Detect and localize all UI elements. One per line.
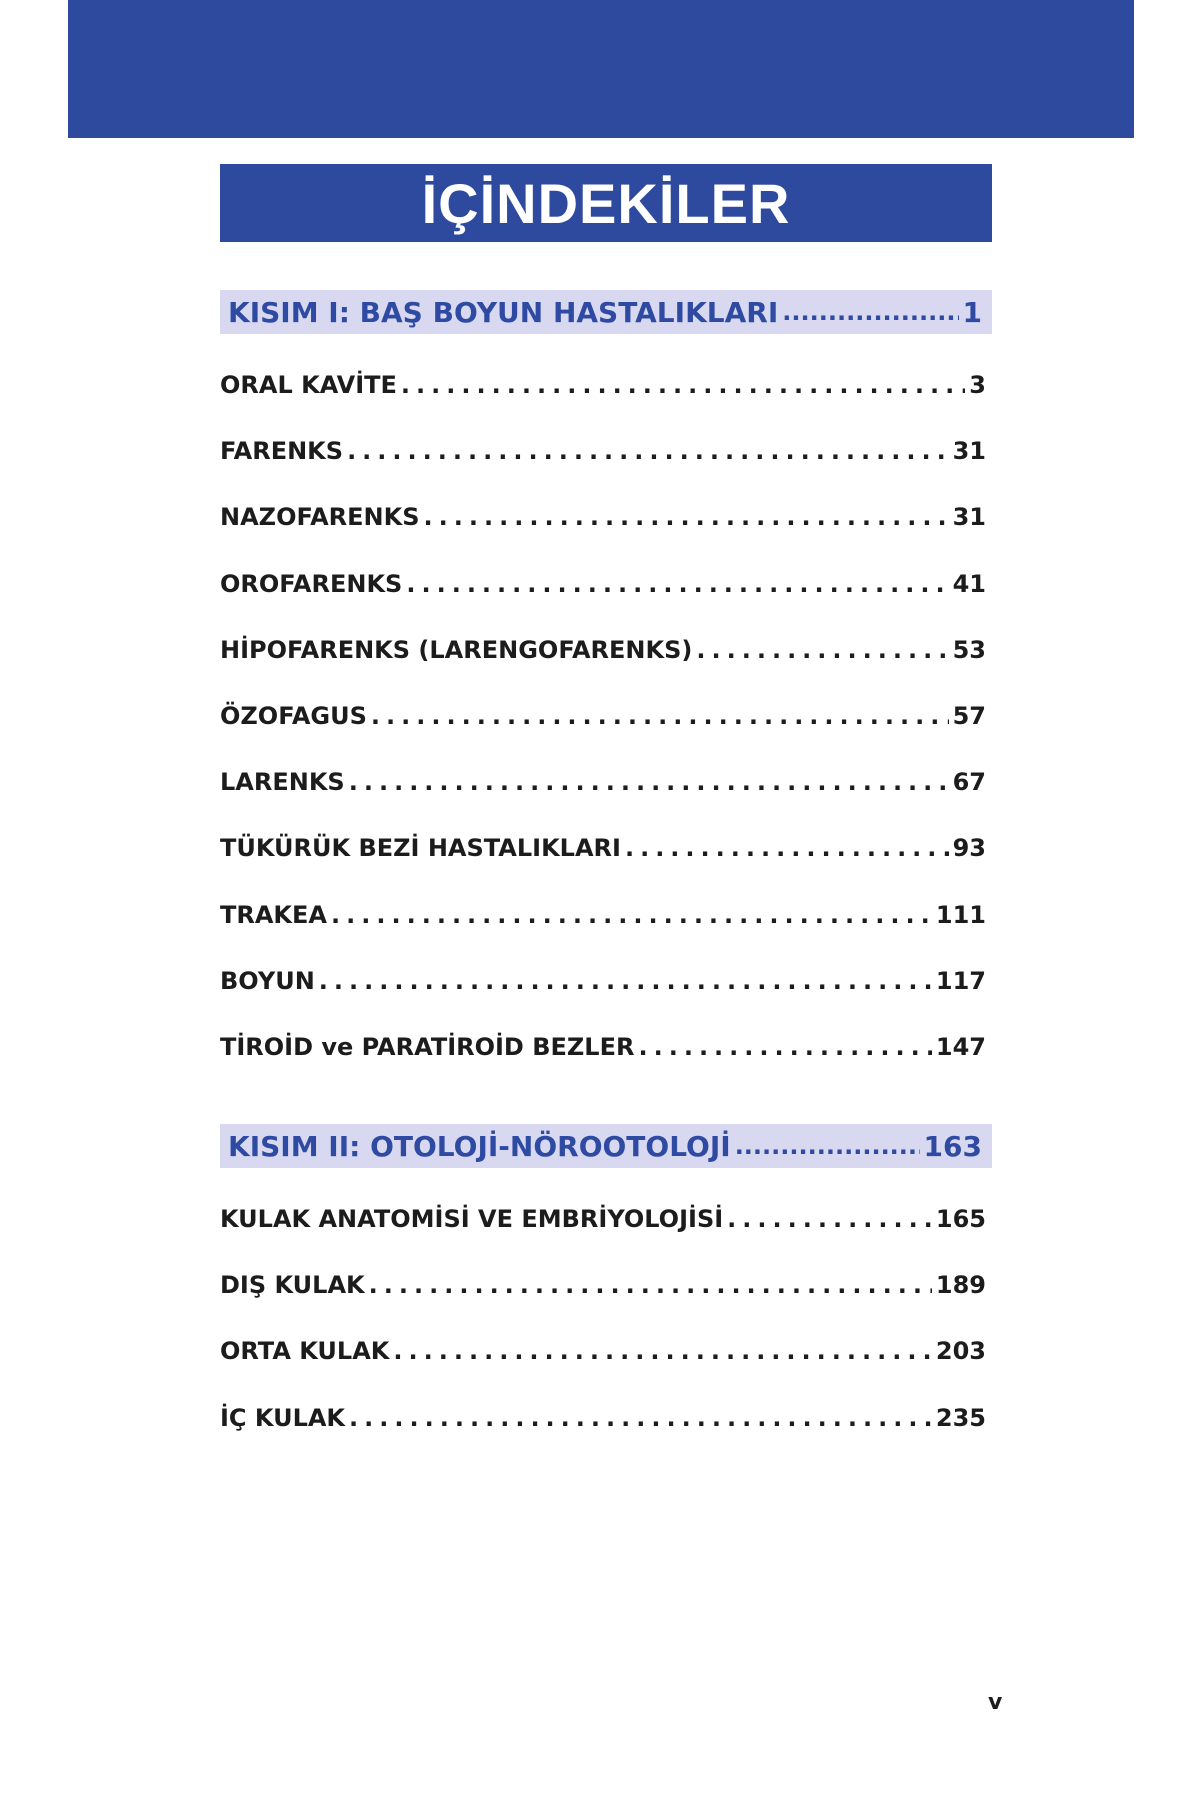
toc-entry[interactable] [220, 1318, 992, 1384]
dot-leader [319, 948, 932, 1014]
entry-page-number: 111 [935, 900, 986, 929]
entry-title: NAZOFARENKS [220, 503, 420, 532]
dot-leader [347, 418, 949, 484]
entry-page-number: 203 [935, 1337, 986, 1366]
entry-page-number: 31 [952, 437, 986, 466]
page-number-footer: v [988, 1690, 1003, 1715]
toc-entry[interactable] [220, 352, 992, 418]
dot-leader [371, 683, 949, 749]
entry-title: FARENKS [220, 437, 344, 466]
entry-title: KULAK ANATOMİSİ VE EMBRİYOLOJİSİ [220, 1205, 724, 1233]
part-header[interactable] [220, 1124, 992, 1168]
entry-title: TRAKEA [220, 900, 327, 929]
entry-page-number: 117 [935, 966, 986, 995]
entry-title: TİROİD ve PARATİROİD BEZLER [220, 1032, 635, 1061]
entry-page-number: 93 [952, 834, 986, 863]
entry-title: İÇ KULAK [220, 1403, 346, 1432]
dot-leader [349, 749, 949, 815]
toc-entry[interactable] [220, 683, 992, 749]
entry-title: HİPOFARENKS (LARENGOFARENKS) [220, 635, 693, 664]
entry-title: ÖZOFAGUS [220, 701, 367, 730]
toc-entry[interactable] [220, 551, 992, 617]
dot-leader [625, 815, 949, 881]
part-title: KISIM I: BAŞ BOYUN HASTALIKLARI [228, 295, 779, 329]
toc-entry[interactable] [220, 1014, 992, 1080]
toc-entry[interactable] [220, 418, 992, 484]
entry-page-number: 31 [952, 503, 986, 532]
toc-entry[interactable] [220, 948, 992, 1014]
dot-leader [735, 1132, 920, 1160]
dot-leader [349, 1385, 932, 1451]
dot-leader [696, 617, 948, 683]
entry-page-number: 57 [952, 701, 986, 730]
entry-page-number: 53 [952, 635, 986, 664]
toc-entry[interactable] [220, 882, 992, 948]
dot-leader [406, 551, 948, 617]
title-banner [220, 164, 992, 242]
part-title: KISIM II: OTOLOJİ-NÖROOTOLOJİ [228, 1129, 731, 1163]
entry-page-number: 147 [935, 1032, 986, 1061]
dot-leader [369, 1252, 932, 1318]
toc-entry[interactable] [220, 617, 992, 683]
toc-entry[interactable] [220, 815, 992, 881]
entry-page-number: 41 [952, 569, 986, 598]
entry-page-number: 67 [952, 768, 986, 797]
dot-leader [393, 1318, 932, 1384]
entry-title: ORAL KAVİTE [220, 371, 397, 399]
toc-part-1 [220, 290, 992, 1080]
entry-title: DIŞ KULAK [220, 1271, 365, 1300]
entry-page-number: 3 [969, 371, 986, 399]
toc-part-2 [220, 1124, 992, 1451]
page-title: İÇİNDEKİLER [421, 171, 791, 235]
dot-leader [424, 484, 949, 550]
part-page-number: 163 [923, 1129, 982, 1163]
entry-title: TÜKÜRÜK BEZİ HASTALIKLARI [220, 834, 621, 863]
part-header[interactable] [220, 290, 992, 334]
toc-entry[interactable] [220, 1186, 992, 1252]
toc-entry[interactable] [220, 1252, 992, 1318]
toc-entry[interactable] [220, 749, 992, 815]
dot-leader [638, 1014, 931, 1080]
toc-entry[interactable] [220, 484, 992, 550]
part-page-number: 1 [962, 295, 982, 329]
entry-title: ORTA KULAK [220, 1337, 390, 1366]
entry-page-number: 165 [935, 1205, 986, 1233]
top-color-band [68, 0, 1134, 138]
dot-leader [401, 352, 965, 418]
entry-title: LARENKS [220, 768, 345, 797]
dot-leader [727, 1186, 932, 1252]
entry-title: BOYUN [220, 966, 315, 995]
dot-leader [331, 882, 932, 948]
entry-title: OROFARENKS [220, 569, 403, 598]
dot-leader [782, 298, 958, 326]
entry-page-number: 189 [935, 1271, 986, 1300]
toc-entry[interactable] [220, 1385, 992, 1451]
entry-page-number: 235 [935, 1403, 986, 1432]
